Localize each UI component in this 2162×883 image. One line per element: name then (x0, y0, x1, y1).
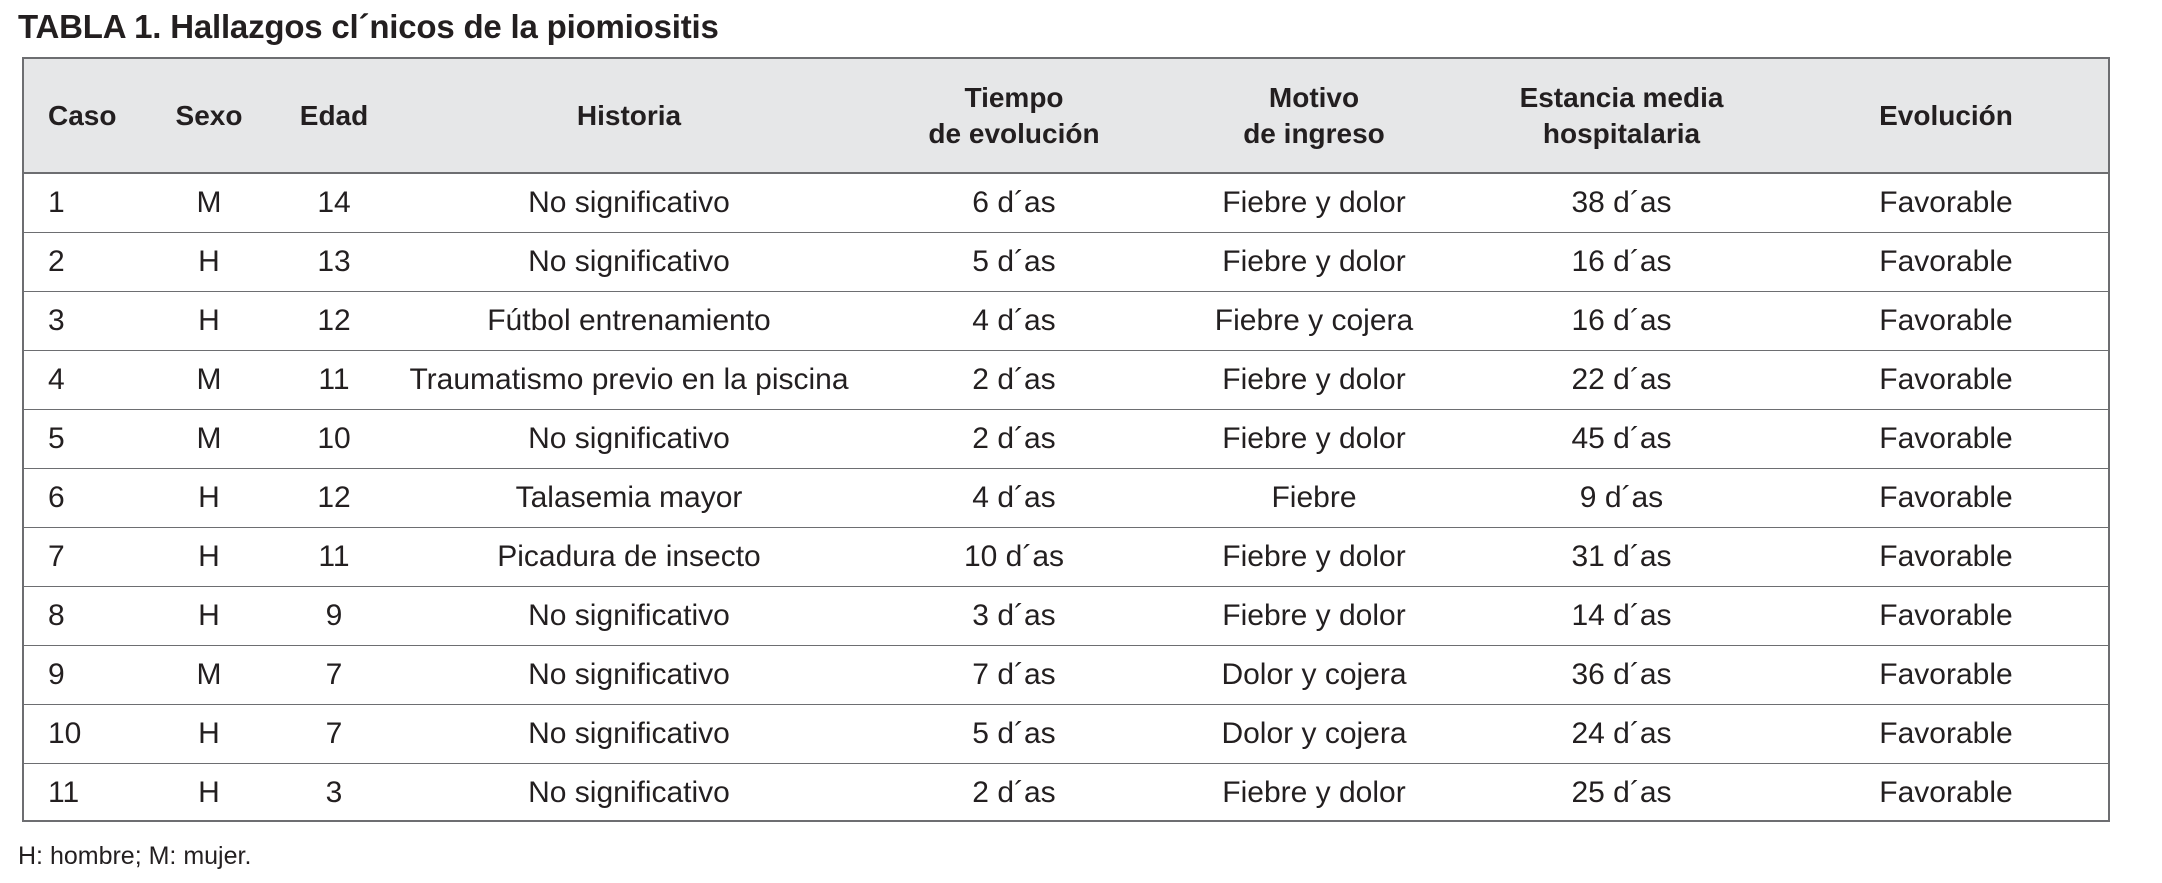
cell-tiempo: 5 d´as (859, 233, 1169, 292)
table-row (24, 233, 2108, 292)
cell-sexo: M (149, 351, 269, 410)
table-row (24, 469, 2108, 528)
cell-motivo: Fiebre y dolor (1169, 410, 1459, 469)
cell-sexo: H (149, 705, 269, 764)
cell-estancia: 16 d´as (1459, 233, 1784, 292)
cell-edad: 13 (269, 233, 399, 292)
table-row (24, 764, 2108, 823)
table-body (24, 173, 2108, 822)
header-motivo (1169, 59, 1459, 173)
cell-evolucion: Favorable (1784, 410, 2108, 469)
cell-tiempo: 10 d´as (859, 528, 1169, 587)
cell-edad: 9 (269, 587, 399, 646)
cell-motivo: Fiebre (1169, 469, 1459, 528)
cell-motivo: Fiebre y dolor (1169, 587, 1459, 646)
cell-estancia: 45 d´as (1459, 410, 1784, 469)
header-evolucion: Evolución (1784, 59, 2108, 173)
cell-estancia: 22 d´as (1459, 351, 1784, 410)
cell-motivo: Fiebre y dolor (1169, 528, 1459, 587)
header-motivo-line1: Motivo (1268, 81, 1360, 113)
cell-edad: 12 (269, 469, 399, 528)
cell-evolucion: Favorable (1784, 646, 2108, 705)
cell-tiempo: 2 d´as (859, 351, 1169, 410)
table-footnote: H: hombre; M: mujer. (18, 842, 252, 870)
cell-edad: 11 (269, 351, 399, 410)
cell-estancia: 31 d´as (1459, 528, 1784, 587)
header-motivo-line2: de ingreso (1243, 117, 1385, 149)
cell-evolucion: Favorable (1784, 233, 2108, 292)
cell-evolucion: Favorable (1784, 764, 2108, 823)
cell-historia: No significativo (399, 764, 859, 823)
cell-sexo: H (149, 233, 269, 292)
table-row (24, 410, 2108, 469)
header-caso: Caso (24, 59, 149, 173)
cell-tiempo: 2 d´as (859, 764, 1169, 823)
cell-tiempo: 4 d´as (859, 469, 1169, 528)
cell-motivo: Fiebre y dolor (1169, 233, 1459, 292)
cell-caso: 9 (24, 646, 149, 705)
table-header (24, 59, 2108, 173)
cell-estancia: 14 d´as (1459, 587, 1784, 646)
cell-historia: No significativo (399, 646, 859, 705)
cell-edad: 3 (269, 764, 399, 823)
cell-edad: 10 (269, 410, 399, 469)
cell-sexo: H (149, 528, 269, 587)
cell-motivo: Dolor y cojera (1169, 646, 1459, 705)
cell-historia: Picadura de insecto (399, 528, 859, 587)
header-tiempo (859, 59, 1169, 173)
cell-motivo: Fiebre y dolor (1169, 764, 1459, 823)
cell-caso: 10 (24, 705, 149, 764)
table-row (24, 173, 2108, 233)
cell-sexo: M (196, 186, 222, 219)
cell-sexo: H (149, 764, 269, 823)
cell-historia: No significativo (399, 410, 859, 469)
cell-edad: 11 (269, 528, 399, 587)
cell-sexo: H (149, 292, 269, 351)
cell-tiempo: 2 d´as (859, 410, 1169, 469)
cell-tiempo: 5 d´as (859, 705, 1169, 764)
cell-caso: 8 (24, 587, 149, 646)
table-row (24, 587, 2108, 646)
cell-estancia: 24 d´as (1459, 705, 1784, 764)
cell-motivo: Fiebre y dolor (1169, 351, 1459, 410)
cell-caso: 4 (24, 351, 149, 410)
cell-edad: 7 (269, 705, 399, 764)
cell-tiempo: 3 d´as (859, 587, 1169, 646)
header-tiempo-line2: de evolución (928, 117, 1100, 149)
cell-edad: 7 (269, 646, 399, 705)
cell-evolucion: Favorable (1784, 469, 2108, 528)
cell-evolucion: Favorable (1784, 528, 2108, 587)
cell-sexo: H (149, 469, 269, 528)
cell-caso: 11 (24, 764, 149, 823)
cell-sexo: H (149, 587, 269, 646)
cell-estancia: 38 d´as (1571, 186, 1672, 219)
table-row (24, 292, 2108, 351)
cell-caso: 6 (24, 469, 149, 528)
cell-evolucion: Favorable (1784, 705, 2108, 764)
cell-historia: No significativo (399, 233, 859, 292)
cell-caso: 7 (24, 528, 149, 587)
cell-historia: No significativo (528, 186, 730, 219)
cell-caso: 1 (48, 186, 65, 219)
cell-caso: 5 (24, 410, 149, 469)
cell-edad: 14 (317, 186, 351, 219)
cell-estancia: 16 d´as (1459, 292, 1784, 351)
header-estancia (1459, 59, 1784, 173)
data-table (24, 59, 2108, 822)
cell-caso: 3 (24, 292, 149, 351)
cell-estancia: 9 d´as (1459, 469, 1784, 528)
cell-historia: Traumatismo previo en la piscina (399, 351, 859, 410)
cell-tiempo: 7 d´as (859, 646, 1169, 705)
cell-evolucion: Favorable (1879, 186, 2013, 219)
cell-caso: 2 (24, 233, 149, 292)
cell-estancia: 25 d´as (1459, 764, 1784, 823)
header-tiempo-line1: Tiempo (964, 81, 1064, 113)
header-estancia-line1: Estancia media (1519, 81, 1724, 113)
cell-tiempo: 6 d´as (972, 186, 1056, 219)
table-row (24, 705, 2108, 764)
table-row (24, 646, 2108, 705)
header-edad: Edad (269, 59, 399, 173)
cell-estancia: 36 d´as (1459, 646, 1784, 705)
cell-sexo: M (149, 410, 269, 469)
cell-evolucion: Favorable (1784, 351, 2108, 410)
header-historia: Historia (399, 59, 859, 173)
header-estancia-line2: hospitalaria (1542, 117, 1701, 149)
cell-evolucion: Favorable (1784, 292, 2108, 351)
table-title: TABLA 1. Hallazgos cl´nicos de la piomiositis (18, 8, 719, 45)
cell-historia: Talasemia mayor (399, 469, 859, 528)
cell-motivo: Fiebre y cojera (1169, 292, 1459, 351)
cell-historia: Fútbol entrenamiento (399, 292, 859, 351)
cell-sexo: M (149, 646, 269, 705)
header-row (24, 59, 2108, 173)
table-row (24, 351, 2108, 410)
header-sexo: Sexo (149, 59, 269, 173)
cell-evolucion: Favorable (1784, 587, 2108, 646)
cell-motivo: Fiebre y dolor (1222, 186, 1406, 219)
cell-historia: No significativo (399, 705, 859, 764)
cell-historia: No significativo (399, 587, 859, 646)
clinical-findings-table (22, 57, 2110, 822)
cell-edad: 12 (269, 292, 399, 351)
cell-motivo: Dolor y cojera (1169, 705, 1459, 764)
table-row (24, 528, 2108, 587)
cell-tiempo: 4 d´as (859, 292, 1169, 351)
